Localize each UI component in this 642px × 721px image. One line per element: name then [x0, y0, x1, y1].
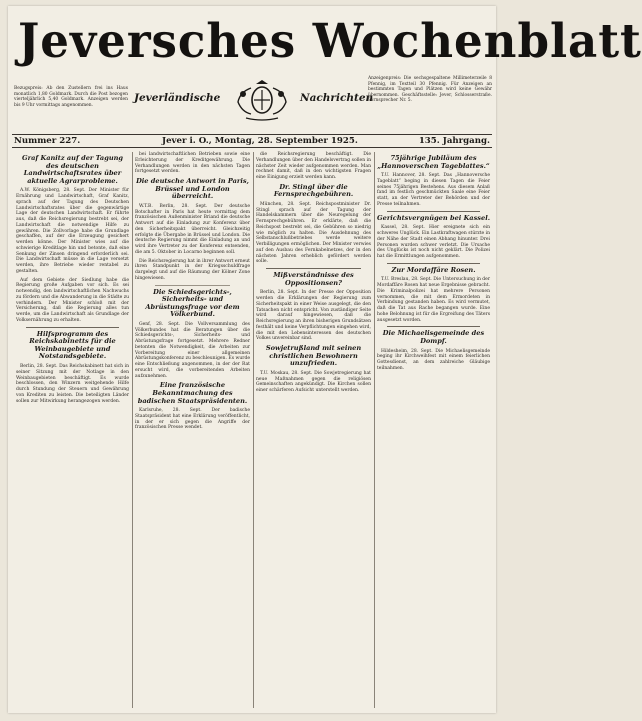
article-headline: Eine französische Bekanntmachung des badischen Staatspräsidenten.	[137, 381, 248, 405]
article-text: Karlsruhe, 28. Sept. Der badische Staatspräsident hat eine Erklärung veröffentlicht, in der er sich gegen die Angriffe der französischen Presse wendet.	[135, 408, 250, 431]
article-text: T.U. Moskau, 28. Sept. Die Sowjetregierung hat neue Maßnahmen gegen die religiösen Gemeinschaften angekündigt. Die Kirchen sollen einer schärferen Aufsicht unterstellt werden.	[256, 370, 371, 394]
section-divider	[26, 327, 119, 328]
article-headline: Gerichtsvergnügen bei Kassel.	[377, 213, 490, 222]
volume-year: 135. Jahrgang.	[418, 136, 490, 146]
article-text: Genf, 28. Sept. Die Vollversammlung des Völkerbundes hat die Beratungen über die Schiedsgerichts-, Sicherheits- und Abrüstungsfrage fortgesetzt. Mehrere Redner betonten die Notwendigkeit, die Arbeiten zur Vorbereitung einer allgemeinen Abrüstungskonferenz zu beschleunigen. Es wurde eine Entschließung angenommen, in der der Rat ersucht wird, die vorbereitenden Arbeiten aufzunehmen.	[135, 321, 250, 379]
article-text: W.T.B. Berlin, 28. Sept. Der deutsche Botschafter in Paris hat heute vormittag dem französischen Außenminister Briand die deutsche Antwort auf die Einladung zur Konferenz über den Sicherheitspakt überreicht. Gleichzeitig erfolgte die Übergabe in Brüssel und London. Die deutsche Regierung nimmt die Einladung an und wird ihre Vertreter zu der Konferenz entsenden, die am 5. Oktober in Locarno beginnen soll.	[135, 203, 250, 255]
section-divider	[387, 211, 480, 212]
article-text: Kassel, 28. Sept. Hier ereignete sich ein schweres Unglück. Ein Lastkraftwagen stürzte in der Nähe der Stadt einen Abhang hinunter. Drei Personen wurden schwer verletzt. Die Ursache des Unglücks ist noch nicht geklärt. Die Polizei hat die Ermittlungen aufgenommen.	[377, 225, 490, 260]
column-1	[16, 152, 129, 708]
article-text: Die Reichsregierung hat in ihrer Antwort erneut ihren Standpunkt in der Kriegsschuldfrage dargelegt und auf die Räumung der Kölner Zone hingewiesen.	[135, 258, 250, 281]
article-text: Berlin, 28. Sept. In der Presse der Opposition werden die Erklärungen der Regierung zum Sicherheitspakt in einer Weise ausgelegt, die den Tatsachen nicht entspricht. Von zuständiger Seite wird darauf hingewiesen, daß die Reichsregierung an ihren bisherigen Grundsätzen festhält und keine Verpflichtungen eingehen wird, die mit den Lebensinteressen des deutschen Volkes unvereinbar sind.	[256, 290, 371, 342]
masthead	[8, 6, 642, 136]
dateline-rule-bottom	[12, 147, 492, 148]
section-divider	[387, 263, 480, 264]
coat-of-arms-icon	[232, 78, 292, 122]
article-text: Auf dem Gebiete der Siedlung habe die Regierung große Aufgaben vor sich. Es sei notwendig, den landwirtschaftlichen Nachwuchs zu fördern und die Abwanderung in die Städte zu verhindern. Der Minister schloß mit der Versicherung, daß die Regierung alles tun werde, um die Landwirtschaft als Grundlage der Volksernährung zu erhalten.	[16, 277, 129, 323]
masthead-left-note: Bezugspreis: Ab den Zustellern frei ins Haus monatlich 1,80 Goldmark. Durch die Post bezogen vierteljährlich 5,40 Goldmark. Anzeigen werden bis 9 Uhr vormittags angenommen.	[14, 86, 128, 108]
article-headline: Mißverständnisse des Oppositionsen?	[273, 271, 354, 287]
dateline-rule-top	[12, 134, 492, 135]
section-divider	[155, 285, 230, 286]
article-text: Hildesheim, 28. Sept. Die Michaelisgemeinde beging ihr Kirchweihfest mit einem feierlichen Gottesdienst, an dem zahlreiche Gläubige teilnahmen.	[377, 348, 490, 371]
article-text: bei landwirtschaftlichen Betrieben sowie eine Erleichterung der Kreditgewährung. Die Verhandlungen werden in den nächsten Tagen fortgesetzt werden.	[135, 152, 250, 175]
column-divider	[132, 152, 133, 708]
newspaper-page	[8, 6, 642, 713]
article-headline: Die deutsche Antwort in Paris, Brüssel und London überreicht.	[136, 177, 249, 201]
column-divider	[374, 152, 375, 708]
column-4	[377, 152, 490, 708]
article-text: München, 28. Sept. Reichspostminister Dr. Stingl sprach auf der Tagung der Handelskammern über die Neuregelung der Fernsprechgebühren. Er erklärte, daß die Reichspost bestrebt sei, die Gebühren so niedrig wie möglich zu halten. Die Ausdehnung des Selbstanschlußbetriebes werde weitere Verbilligungen ermöglichen. Der Minister verwies auf den Ausbau des Fernkabelnetzes, der in den nächsten Jahren erheblich gefördert werden solle.	[256, 201, 371, 265]
article-headline: Die Schiedsgerichts-, Sicherheits- und Abrüstungsfrage vor dem Völkerbund.	[145, 287, 240, 319]
article-text: T.U. Breslau, 28. Sept. Die Untersuchung in der Mordaffäre Rosen hat neue Ergebnisse gebracht. Die Kriminalpolizei hat mehrere Personen vernommen, die mit dem Ermordeten in Verbindung gestanden haben. Es wird vermutet, daß die Tat aus Rache begangen wurde. Eine hohe Belohnung ist für die Ergreifung des Täters ausgesetzt worden.	[377, 277, 490, 323]
section-divider	[266, 268, 361, 269]
article-text: Berlin, 28. Sept. Das Reichskabinett hat sich in seiner Sitzung mit der Notlage in den Weinbaugebieten beschäftigt. Es wurde beschlossen, den Winzern weitgehende Hilfe durch Stundung der Steuern und Gewährung von Krediten zu leisten. Die beteiligten Länder sollen zur Mitwirkung herangezogen werden.	[16, 364, 129, 404]
article-headline: 75jährige Jubiläum des „Hannoverschen Tageblattes.“	[377, 154, 490, 170]
article-headline: Graf Kanitz auf der Tagung des deutschen Landwirtschaftsrates über aktuelle Agrarprobleme.	[21, 154, 124, 185]
article-headline: Sowjetrußland mit seinen christlichen Bewohnern unzufrieden.	[265, 344, 362, 368]
newspaper-title: Jeversches Wochenblatt	[18, 14, 642, 69]
column-2	[135, 152, 250, 708]
article-text: die Reichsregierung beschäftigt. Die Verhandlungen über den Handelsvertrag sollen in nächster Zeit wieder aufgenommen werden. Man rechnet damit, daß in den wichtigsten Fragen eine Einigung erzielt werden kann.	[256, 152, 371, 180]
issue-date: Jever i. O., Montag, 28. September 1925.	[162, 136, 358, 146]
article-headline: Die Michaelisgemeinde des Dompf.	[382, 329, 485, 345]
column-3	[256, 152, 371, 708]
article-headline: Hilfsprogramm des Reichskabinetts für die Weinbaugebiete und Notstandsgebiete.	[29, 329, 116, 361]
issue-number: Nummer 227.	[14, 136, 81, 146]
masthead-right-note: Anzeigenpreis: Die sechsgespaltene Millimeterzeile 8 Pfennig, im Textteil 30 Pfennig. Für Anzeigen an bestimmten Tagen und Plätzen wird keine Gewähr übernommen. Geschäftsstelle: Jever, Schlosserstraße. Fernsprecher Nr. 5.	[368, 76, 492, 104]
article-text: A.W. Königsberg, 28. Sept. Der Minister für Ernährung und Landwirtschaft, Graf Kanitz, sprach auf der Tagung des Deutschen Landwirtschaftsrates über die gegenwärtige Lage der deutschen Landwirtschaft. Er führte aus, daß die Reichsregierung bestrebt sei, der Landwirtschaft die notwendige Hilfe zu gewähren. Die Zollvorlage habe die Grundlage geschaffen, auf der die Erzeugung gesichert werden könne. Der Minister wies auf die schwierige Kreditlage hin und betonte, daß eine Senkung der Zinsen dringend erforderlich sei. Die Landwirtschaft müsse in die Lage versetzt werden, ihre Betriebe wieder rentabel zu gestalten.	[16, 188, 129, 274]
article-headline: Zur Mordaffäre Rosen.	[391, 265, 476, 274]
masthead-subtitle-right: Nachrichten	[300, 92, 374, 104]
article-headline: Dr. Stingl über die Fernsprechgebühren.	[273, 182, 354, 199]
column-divider	[253, 152, 254, 708]
article-text: T.U. Hannover, 28. Sept. Das „Hannoversche Tageblatt“ beging in diesen Tagen die Feier seines 75jährigen Bestehens. Aus diesem Anlaß fand im festlich geschmückten Saale eine Feier statt, an der Vertreter der Behörden und der Presse teilnahmen.	[377, 173, 490, 207]
section-divider	[387, 326, 480, 327]
masthead-subtitle-left: Jeverländische	[134, 92, 221, 104]
